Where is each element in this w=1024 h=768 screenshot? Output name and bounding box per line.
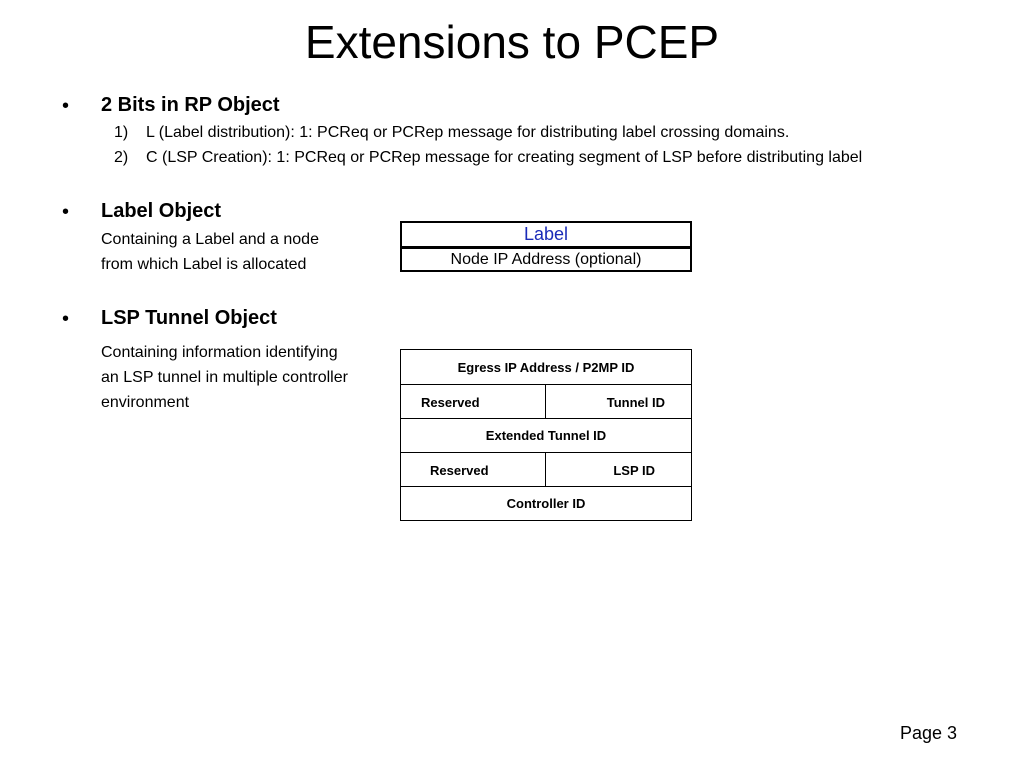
description-line: an LSP tunnel in multiple controller — [101, 369, 348, 386]
reserved-lsp-id-row — [401, 452, 691, 486]
extended-tunnel-id-row: Extended Tunnel ID — [401, 418, 691, 452]
slide-title: Extensions to PCEP — [304, 16, 720, 68]
section-heading-lsp-tunnel-object: LSP Tunnel Object — [101, 307, 277, 329]
reserved-cell: Reserved — [401, 453, 546, 487]
lsp-tunnel-description — [101, 340, 348, 415]
list-number: 2) — [114, 149, 129, 166]
controller-id-row: Controller ID — [401, 486, 691, 520]
label-object-description — [101, 227, 319, 277]
description-line: Containing information identifying — [101, 344, 338, 361]
list-item-l-bit: L (Label distribution): 1: PCReq or PCRep message for distributing label crossing domains. — [146, 124, 790, 141]
description-line: environment — [101, 394, 190, 411]
list-number: 1) — [114, 124, 129, 141]
lsp-tunnel-object-table — [400, 349, 692, 521]
section-heading-rp-object: 2 Bits in RP Object — [101, 94, 280, 116]
bullet-marker: • — [62, 201, 70, 223]
lsp-id-cell: LSP ID — [613, 462, 655, 478]
bullet-marker: • — [62, 95, 70, 117]
description-line: Containing a Label and a node — [101, 231, 319, 248]
reserved-cell: Reserved — [401, 385, 546, 419]
tunnel-id-cell: Tunnel ID — [606, 394, 665, 410]
section-heading-label-object: Label Object — [101, 200, 222, 222]
list-item-c-bit: C (LSP Creation): 1: PCReq or PCRep message for creating segment of LSP before distributing label — [146, 149, 863, 166]
bullet-marker: • — [62, 308, 70, 330]
label-field-box: Label — [400, 221, 692, 249]
page-number: Page 3 — [900, 723, 958, 743]
description-line: from which Label is allocated — [101, 256, 307, 273]
reserved-tunnel-id-row — [401, 384, 691, 418]
egress-ip-row: Egress IP Address / P2MP ID — [457, 359, 635, 375]
node-ip-field-box: Node IP Address (optional) — [400, 248, 692, 272]
